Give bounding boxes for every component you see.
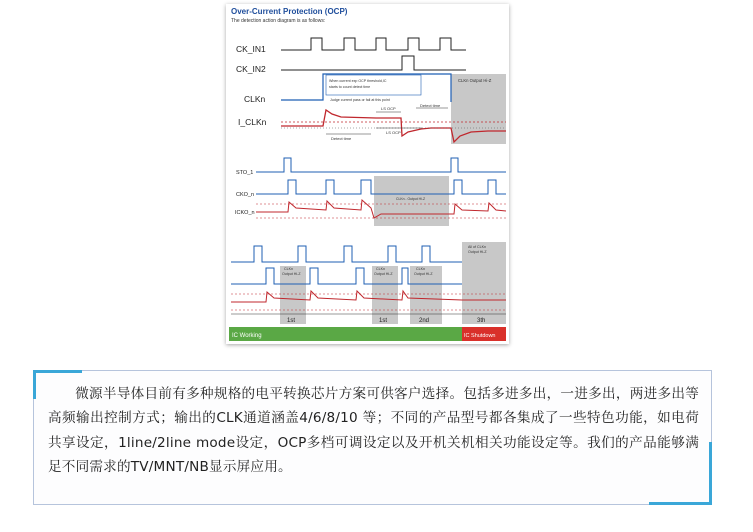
bottom-hiz-3-line1: CLKn: [416, 267, 425, 271]
mid-hiz-shade: [374, 176, 449, 226]
sto1-waveform: [256, 158, 506, 172]
label-clkn: CLKn: [244, 94, 266, 104]
caption-paragraph: 微源半导体目前有多种规格的电平转换芯片方案可供客户选择。包括多进多出，一进多出，两进多出等高频输出控制方式；输出的CLK通道涵盖4/6/8/10 等；不同的产品型号都各集成了一些特色功能，如电荷共享设定，1line/2line mode设定，OCP多档可调设定以及开机关机相关功能设定等。我们的产品能够满足不同需求的TV/MNT/NB显示屏应用。: [48, 386, 699, 476]
ls-ocp-label-2: LS OCP: [386, 130, 401, 135]
mid-hiz-label: CLKn - Output Hi-Z: [396, 197, 426, 201]
label-ck-in1: CK_IN1: [236, 44, 266, 54]
counter-2nd: 2nd: [419, 318, 430, 324]
ocp-timing-diagram: [226, 4, 509, 344]
bottom-all-line1: All of CLKn: [468, 245, 486, 249]
top-hiz-shade: [451, 74, 506, 144]
bottom-shade-4: [462, 242, 506, 324]
label-sto1: STO_1: [236, 170, 254, 176]
status-shutdown-label: IC Shutdown: [464, 333, 496, 339]
counter-1st-a: 1st: [287, 318, 296, 324]
note1-line1: When current exp OCP threshold,IC: [329, 79, 387, 83]
counter-3th: 3th: [477, 318, 486, 324]
caption-box: [33, 370, 712, 505]
ocp-diagram-figure: [226, 4, 509, 344]
label-iclkn: I_CLKn: [238, 117, 267, 127]
bottom-hiz-1-line2: Output Hi-Z: [282, 272, 301, 276]
detect-time-label-1: Detect time: [331, 136, 352, 141]
clkn-hiz-label: CLKn Output Hi-Z: [458, 78, 492, 83]
bottom-hiz-1-line1: CLKn: [284, 267, 293, 271]
label-ckon: CKO_n: [236, 192, 255, 198]
label-ickon: ICKO_n: [235, 210, 255, 216]
bottom-hiz-2-line2: Output Hi-Z: [374, 272, 393, 276]
ck-in2-waveform: [281, 56, 466, 70]
ck-in1-waveform: [281, 38, 466, 50]
figure-subtitle: The detection action diagram is as follows:: [231, 18, 326, 24]
label-ck-in2: CK_IN2: [236, 64, 266, 74]
bottom-wave-1: [231, 246, 462, 262]
bottom-hiz-2-line1: CLKn: [376, 267, 385, 271]
status-working-label: IC Working: [232, 333, 262, 339]
bottom-all-line2: Output Hi-Z: [468, 250, 487, 254]
counter-1st-b: 1st: [379, 318, 388, 324]
ls-ocp-label-1: LS OCP: [381, 106, 396, 111]
detect-time-label-2: Detect time: [420, 103, 441, 108]
note2-text: Judge current pass or fail at this point: [330, 98, 390, 102]
figure-title: Over-Current Protection (OCP): [231, 7, 348, 16]
status-working-bar: [229, 327, 462, 341]
note1-line2: starts to count detect time: [329, 85, 371, 89]
bottom-hiz-3-line2: Output Hi-Z: [414, 272, 433, 276]
